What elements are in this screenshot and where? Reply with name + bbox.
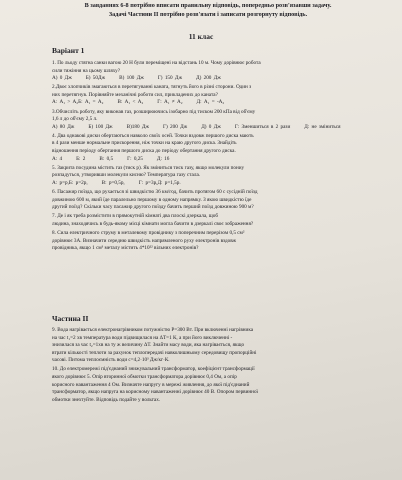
task bbox=[52, 327, 382, 365]
answer-option: В)180 Дж bbox=[126, 123, 149, 130]
part-2-tasks bbox=[52, 327, 382, 406]
answer-option: Г: Зменшиться в 2 рази bbox=[234, 123, 291, 130]
answer-option: Д) 0 Дж bbox=[201, 123, 221, 130]
answer-option: Д) 200 Дж bbox=[196, 75, 221, 82]
task-text-line: 2.Двоє хлопчиків змагаються в перетягуванні каната, тягнуть його в різні сторони. Один з bbox=[52, 84, 252, 91]
answer-options bbox=[52, 75, 382, 83]
variant-title: Варіант 1 bbox=[52, 46, 85, 55]
task bbox=[52, 109, 382, 132]
part-1-tasks bbox=[52, 60, 382, 254]
task-text-line: 7. Де і як треба розмістити в прямокутній кімнаті два плоскі дзеркала, щоб bbox=[52, 213, 218, 220]
answer-option: Г) 200 Дж bbox=[163, 123, 188, 130]
answer-options bbox=[52, 180, 382, 188]
answer-option: Д: 16 bbox=[156, 155, 170, 162]
task-text-line: 4. Два однакові диски обертаються навколо своїх осей. Точки вздовж першого диска мають bbox=[52, 132, 254, 139]
answer-option: Б) 50Дж bbox=[85, 75, 106, 82]
answer-options bbox=[52, 156, 382, 164]
answer-options bbox=[52, 124, 382, 132]
answer-option: А) 80 Дж bbox=[52, 123, 75, 130]
instructions-line-1: В завданнях 6-8 потрібно вписати правильну відповідь, попередньо розв'язавши задачу. bbox=[84, 2, 332, 9]
task bbox=[52, 213, 382, 228]
answer-option: В: p=0,5p, bbox=[101, 179, 125, 186]
task-text-line: другий поїзд? Скільки часу пасажир другого поїзду бачить перший поїзд довжиною 900 м? bbox=[52, 204, 254, 211]
task bbox=[52, 133, 382, 163]
task bbox=[52, 84, 382, 107]
task-text-line: 10. До електромережі під'єднаний знижувальний трансформатор, коефіцієнт трансформації bbox=[52, 366, 255, 373]
task-text-line: відношення періоду обертання першого диска до періоду обертання другого диска. bbox=[52, 148, 236, 155]
instructions-line-2: Задачі Частини II потрібно розв'язати і записати розгорнуту відповідь. bbox=[108, 11, 308, 18]
task bbox=[52, 366, 382, 404]
task-text-line: провідника, якщо 1 см³ металу містить 4*10²² вільних електронів? bbox=[52, 245, 199, 252]
task-text-line: 5. Закрита посудина містить газ (тиск p). Як зміниться тиск газу, якщо молекули пониу bbox=[52, 164, 245, 171]
task-text-line: 9. Вода нагрівається електронагрівником потужністю P=300 Вт. При включенні нагрівника bbox=[52, 327, 254, 333]
task-text-line: 1. По льоду стягна санки вагою 20 Н були переміщені на відстань 10 м. Чому дорівнює робота bbox=[52, 60, 261, 66]
answer-option: В: А₁ < А₂ bbox=[117, 99, 144, 106]
task-text-line: 6. Пасажир поїзда, що рухається зі швидкістю 36 км/год, бачить протягом 60 с сусідній поїзд bbox=[52, 189, 258, 195]
task-text-line: знизилася за час t₂=1хв на ту ж величину ΔT. Знайти масу води, яка нагрівається, якщо bbox=[52, 342, 245, 349]
task-text-line: часові. Питома теплоємність води c=4,2·10³ Дж/кг·К. bbox=[52, 357, 170, 364]
grade-title: 11 клас bbox=[188, 32, 214, 41]
answer-option: Д: не зміниться bbox=[304, 123, 341, 130]
task-text-line: трансформатор, якщо напруга на корисному навантаженні дорівнює 40 В. Опором первинної bbox=[52, 389, 258, 396]
task-text-line: обмотки знехтуйте. Відповідь подайте у вольтах. bbox=[52, 396, 161, 403]
task-text-line: якого дорівнює 5. Опір вторинної обмотки трансформатора дорівнює 0,4 Ом, а опір bbox=[52, 374, 237, 381]
task-text-line: корисного навантаження 4 Ом. Визначте напругу в мережі живлення, до якої під'єднаний bbox=[52, 381, 250, 388]
answer-option: В: 0,5 bbox=[99, 155, 114, 162]
answer-option: А: p=p,Б: p=2p, bbox=[52, 179, 88, 186]
answer-option: Б) 100 Дж bbox=[88, 123, 113, 130]
task-text-line: втрати кількості теплоти за рахунок теплопередачі навколишньому середовищу пропорційні bbox=[52, 349, 257, 356]
answer-option: Г) 150 Дж bbox=[157, 75, 183, 82]
task bbox=[52, 189, 382, 212]
task-text-line: на час t₁=2 хв температура води підвищилася на ΔT=1 К, а при його виключенні - bbox=[52, 334, 233, 341]
part-2-title: Частина II bbox=[52, 314, 89, 323]
answer-option: Б: 2 bbox=[76, 155, 86, 162]
task-text-line: 1,6 л до об'єму 2,5 л. bbox=[52, 116, 98, 123]
answer-option: В) 100 Дж bbox=[119, 75, 144, 82]
task bbox=[52, 230, 382, 253]
task bbox=[52, 60, 382, 83]
answer-option: А: А₁ > А₂Б: А₁ = А₂ bbox=[52, 99, 104, 106]
task-text-line: них перетягнув. Порівняйте механічні роботи сил, прикладених до каната? bbox=[52, 91, 218, 98]
task-text-line: дорівнює 3А. Визначити середню швидкість напрямленого руху електронів вздовж bbox=[52, 237, 237, 244]
task-text-line: в 4 рази менше нормальне прискорення, ніж точки на краю другого диска. Знайдіть bbox=[52, 140, 237, 147]
instructions-header bbox=[28, 1, 388, 19]
task-text-line: розпадуться, утворивши молекули кисню? Температура газу стала. bbox=[52, 172, 201, 179]
task bbox=[52, 165, 382, 188]
task-text-line: 8. Сила електричного струму в металевому провіднику з поперечним перерізом 0,5 см² bbox=[52, 229, 245, 236]
task-text-line: довжиною 600 м, який їде паралельно першому в одному напрямку. З якою швидкістю їде bbox=[52, 196, 252, 203]
answer-option: А) 0 Дж bbox=[52, 75, 72, 82]
task-text-line: 3.Обчисліть роботу, яку виконав газ, розширюючись ізобарно під тиском 200 кПа від об'єму bbox=[52, 108, 256, 115]
answer-option: А: 4 bbox=[52, 155, 63, 162]
answer-option: Д: А₁ = -А₂ bbox=[196, 99, 225, 106]
answer-option: Г: p=3p,Д: p=1,5p. bbox=[138, 179, 181, 186]
task-text-line: сили тяжіння на цьому шляху? bbox=[52, 67, 121, 74]
answer-option: Г: А₁ ≠ А₂ bbox=[157, 99, 183, 106]
answer-options bbox=[52, 99, 382, 107]
task-text-line: людина, знаходячись в будь-якому місці кімнати могла бачити в дзеркалі своє зображення? bbox=[52, 220, 254, 227]
answer-option: Г: 0,25 bbox=[127, 155, 143, 162]
